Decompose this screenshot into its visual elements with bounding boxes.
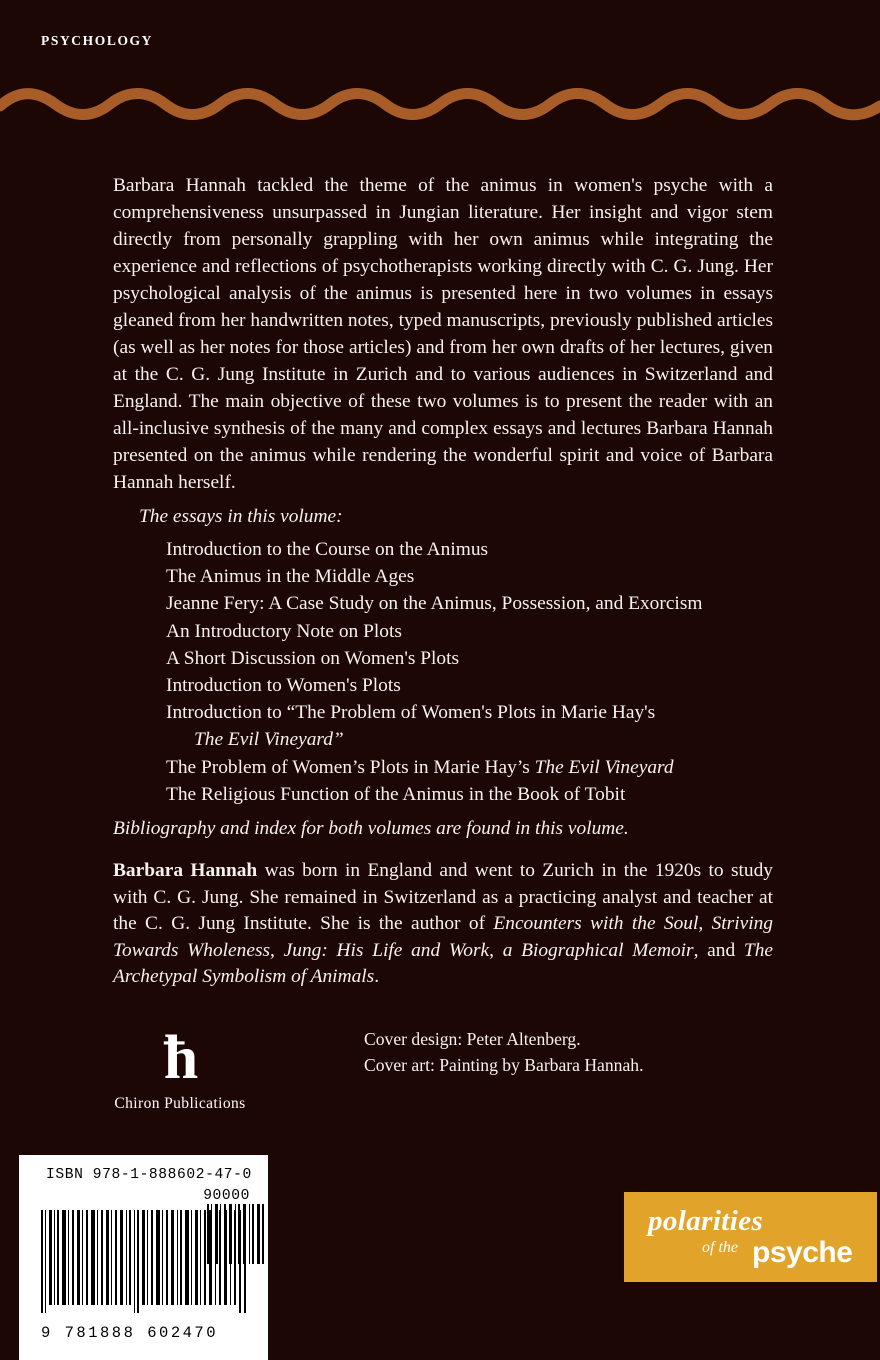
price-code: 90000	[203, 1188, 250, 1204]
barcode-block	[19, 1155, 268, 1360]
bio-title-2: The Archetypal Symbolism of Animals	[113, 939, 773, 988]
series-line-1: polarities	[648, 1205, 764, 1237]
bio-text-2: , and	[693, 939, 744, 961]
list-item: A Short Discussion on Women's Plots	[166, 647, 460, 669]
bio-text-3: .	[374, 966, 380, 988]
series-line-3: psyche	[752, 1236, 853, 1269]
list-item: The Religious Function of the Animus in the Book of Tobit	[166, 783, 626, 805]
publisher-name: Chiron Publications	[114, 1095, 246, 1112]
essays-section	[139, 503, 779, 808]
list-item-continuation: The Evil Vineyard”	[194, 729, 344, 751]
list-item: Introduction to the Course on the Animus	[166, 539, 489, 560]
list-item: The Problem of Women’s Plots in Marie Hay’s The Evil Vineyard	[166, 756, 674, 778]
bibliography-note: Bibliography and index for both volumes are found in this volume.	[113, 818, 629, 839]
list-item: An Introductory Note on Plots	[166, 620, 402, 642]
essays-list	[139, 536, 779, 808]
author-name: Barbara Hannah	[113, 860, 258, 881]
series-line-2: of the	[702, 1239, 738, 1256]
category-label: PSYCHOLOGY	[41, 33, 154, 48]
publisher-logo	[101, 1024, 259, 1113]
list-item: Introduction to Women's Plots	[166, 675, 401, 697]
list-item: The Animus in the Middle Ages	[166, 566, 415, 588]
cover-art-credit: Cover art: Painting by Barbara Hannah.	[364, 1055, 644, 1075]
list-item: Introduction to “The Problem of Women's Plots in Marie Hay's The Evil Vineyard”	[139, 699, 779, 753]
isbn-digits: 9 781888 602470	[41, 1324, 219, 1342]
bio-titles-1: Encounters with the Soul, Striving Towards Wholeness, Jung: His Life and Work, a Biographical Memoir	[113, 913, 773, 961]
barcode-icon	[41, 1210, 246, 1313]
essays-heading: The essays in this volume:	[139, 506, 343, 527]
back-cover-blurb: Barbara Hannah tackled the theme of the animus in women's psyche with a comprehensiveness unsurpassed in Jungian literature. Her insight and vigor stem directly from personally grappling with her own animus while integrating the experience and reflections of psychotherapists working directly with C. G. Jung. Her psychological analysis of the animus is presented here in two volumes in essays gleaned from her handwritten notes, typed manuscripts, previously published articles (as well as her notes for those articles) and from her own drafts of her lectures, given at the C. G. Jung Institute in Zurich and to various audiences in Switzerland and England. The main objective of these two volumes is to present the reader with an all-inclusive synthesis of the many and complex essays and lectures Barbara Hannah presented on the animus while rendering the wonderful spirit and voice of Barbara Hannah herself.	[113, 175, 773, 493]
list-item: Jeanne Fery: A Case Study on the Animus, Possession, and Exorcism	[166, 593, 703, 615]
cover-design-credit: Cover design: Peter Altenberg.	[364, 1029, 581, 1049]
bio-text-1: was born in England and went to Zurich in the 1920s to study with C. G. Jung. She remained in Switzerland as a practicing analyst and teacher at the C. G. Jung Institute. She is the author of	[113, 860, 773, 935]
chiron-mark-icon: ħ	[163, 1024, 197, 1092]
series-badge	[624, 1192, 877, 1282]
isbn-label: ISBN 978-1-888602-47-0	[46, 1167, 252, 1183]
cover-credits	[364, 1026, 643, 1078]
author-bio	[113, 858, 773, 991]
wavy-divider-icon	[0, 84, 880, 124]
